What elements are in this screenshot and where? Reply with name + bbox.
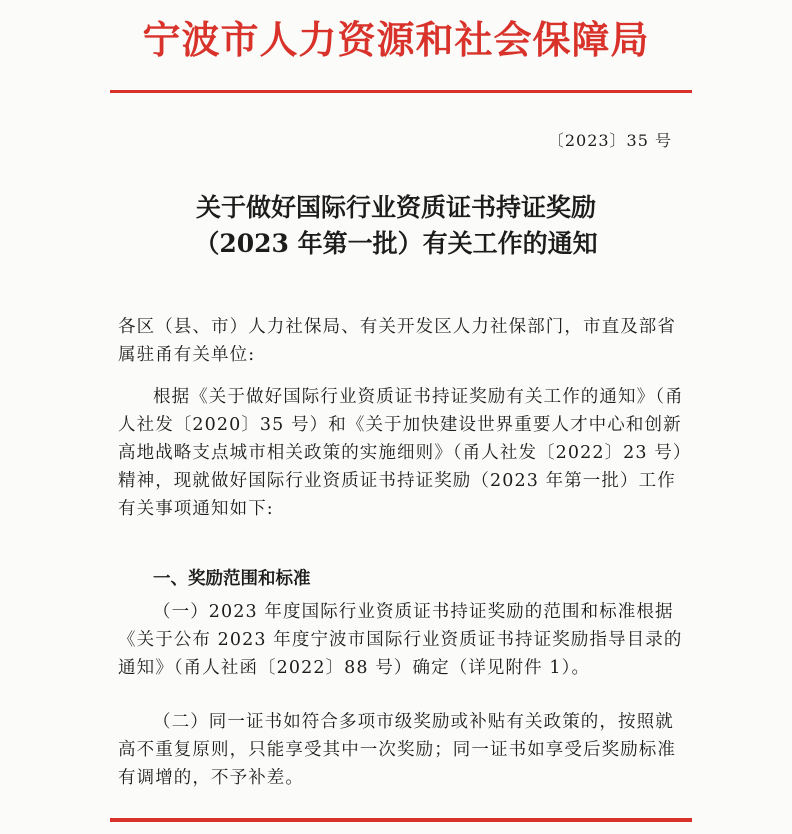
document-number: 〔2023〕35 号 (547, 131, 672, 150)
header-red-rule (110, 90, 692, 93)
title-line-2: （2023 年第一批）有关工作的通知 (194, 229, 598, 258)
paragraph-basis: 根据《关于做好国际行业资质证书持证奖励有关工作的通知》（甬人社发〔2020〕35 号）和《关于加快建设世界重要人才中心和创新高地战略支点城市相关政策的实施细则》（甬人社发〔2022〕23 号）精神，现就做好国际行业资质证书持证奖励（2023 年第一批）工作有关事项通知如下: (118, 387, 684, 519)
section-heading-1: 一、奖励范围和标准 (153, 569, 311, 589)
salutation: 各区（县、市）人力社保局、有关开发区人力社保部门，市直及部省属驻甬有关单位: (118, 317, 676, 365)
paragraph-scope: （一）2023 年度国际行业资质证书持证奖励的范围和标准根据《关于公布 2023 年度宁波市国际行业资质证书持证奖励指导目录的通知》（甬人社函〔2022〕88 号）确定（详见附件 1）。 (118, 602, 683, 678)
paragraph-no-duplicate: （二）同一证书如符合多项市级奖励或补贴有关政策的，按照就高不重复原则，只能享受其中一次奖励；同一证书如享受后奖励标准有调增的，不予补差。 (118, 712, 676, 788)
footer-red-rule (110, 818, 692, 822)
agency-header: 宁波市人力资源和社会保障局 (142, 17, 650, 62)
document-title (0, 190, 792, 262)
title-line-1: 关于做好国际行业资质证书持证奖励 (195, 193, 596, 222)
